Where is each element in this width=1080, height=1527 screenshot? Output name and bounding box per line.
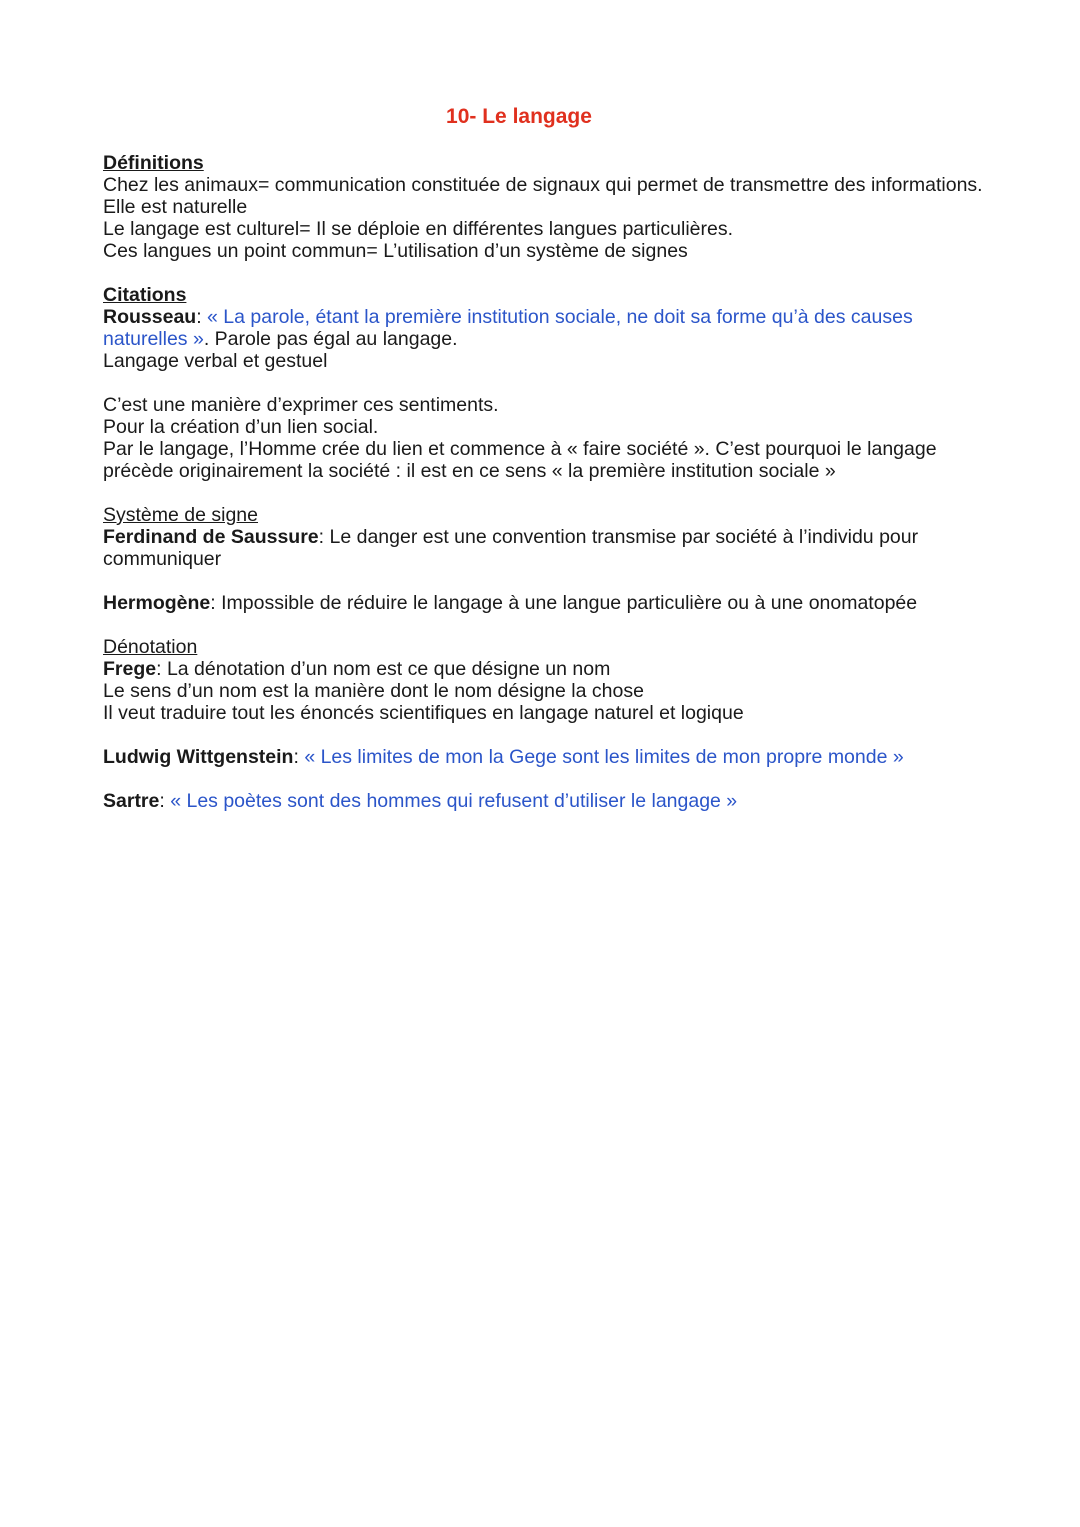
wittgenstein-name: Ludwig Wittgenstein [103,746,294,768]
wittgenstein-line [103,746,983,768]
citations-para-2: Pour la création d’un lien social. [103,416,379,438]
saussure-name: Ferdinand de Saussure [103,526,319,548]
saussure-line [103,526,983,570]
definitions-heading: Définitions [103,152,204,174]
sartre-quote: « Les poètes sont des hommes qui refusent d’utiliser le langage » [170,790,738,812]
citations-para-3: Par le langage, l’Homme crée du lien et commence à « faire société ». C’est pourquoi le langage précède originairement la société : il est en ce sens « la première institution sociale » [103,438,937,482]
definitions-line-3: Ces langues un point commun= L’utilisation d’un système de signes [103,240,688,262]
hermogene-line [103,592,983,614]
frege-text: : La dénotation d’un nom est ce que désigne un nom [156,658,611,680]
denotation-heading: Dénotation [103,636,198,658]
wittgenstein-quote: « Les limites de mon la Gege sont les limites de mon propre monde » [304,746,904,768]
rousseau-quote: « La parole, étant la première institution sociale, ne doit sa forme qu’à des causes naturelles » [103,306,913,350]
section-citations [103,284,983,482]
rousseau-after: . Parole pas égal au langage. [203,328,458,350]
rousseau-citation: Rousseau: « La parole, étant la première institution sociale, ne doit sa forme qu’à des causes naturelles ». Parole pas égal au langage. [103,306,913,350]
definitions-line-1: Chez les animaux= communication constituée de signaux qui permet de transmettre des informations. Elle est naturelle [103,174,983,218]
hermogene-name: Hermogène [103,592,211,614]
document-page [103,104,983,812]
section-definitions [103,152,983,262]
sartre-line [103,790,983,812]
definitions-line-2: Le langage est culturel= Il se déploie en différentes langues particulières. [103,218,734,240]
frege-line [103,658,983,680]
citations-heading: Citations [103,284,187,306]
denotation-line-3: Il veut traduire tout les énoncés scientifiques en langage naturel et logique [103,702,744,724]
verbal-line: Langage verbal et gestuel [103,350,328,372]
rousseau-name: Rousseau [103,306,197,328]
sartre-name: Sartre [103,790,160,812]
section-denotation [103,636,983,724]
wittgenstein-sep: : [293,746,305,768]
section-signe [103,504,983,614]
hermogene-text: : Impossible de réduire le langage à une langue particulière ou à une onomatopée [210,592,918,614]
citations-para-1: C’est une manière d’exprimer ces sentiments. [103,394,499,416]
denotation-line-2: Le sens d’un nom est la manière dont le nom désigne la chose [103,680,644,702]
page-title: 10- Le langage [446,105,592,128]
signe-heading: Système de signe [103,504,259,526]
saussure-text: : Le danger est une convention transmise par société à l’individu pour communiquer [103,526,919,570]
sartre-sep: : [159,790,171,812]
frege-name: Frege [103,658,157,680]
